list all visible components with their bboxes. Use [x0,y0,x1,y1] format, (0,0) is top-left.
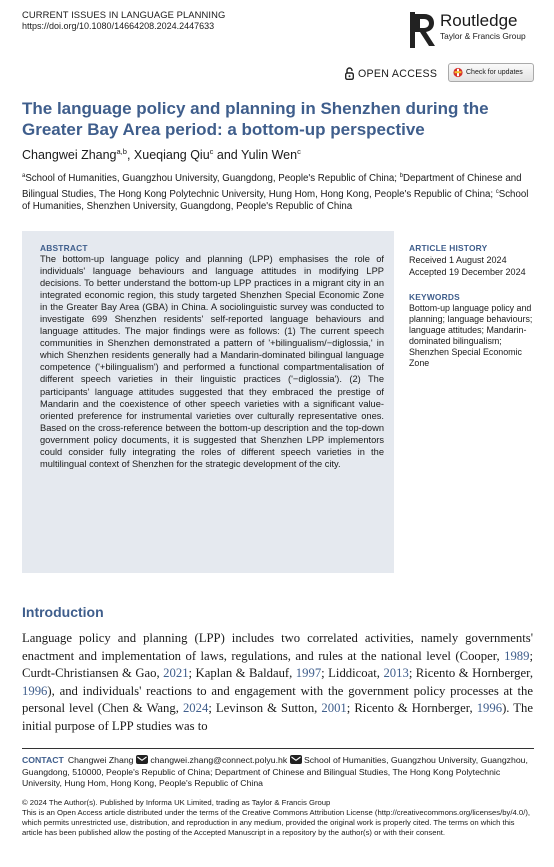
article-title: The language policy and planning in Shenzhen during the Greater Bay Area period: a bottom-up perspective [22,99,489,139]
open-lock-icon [345,67,354,80]
affiliation-text: School of Humanities, Shenzhen University, Guangdong, People's Republic of China [22,188,529,213]
crossmark-icon [453,67,463,78]
contact-label: CONTACT [22,755,64,765]
publisher-name: Routledge [440,11,518,30]
footer-divider [22,748,534,749]
author-list: Changwei Zhang$^{a,b}$, Xueqiang Qiu$^c$ and Yulin Wen$^c$ [22,147,301,163]
paragraph-text: Language policy and planning (LPP) includes two correlated activities, namely governments' enactment and implementation of laws, regulations, and rules at the national level (Cooper, [22,631,533,663]
author-affiliation-mark: a,b [116,147,127,156]
citation-link[interactable]: 1996 [476,701,503,716]
citation-link[interactable]: 2021 [163,666,189,681]
keywords-heading: KEYWORDS [409,292,460,302]
author-name[interactable]: Yulin Wen [241,148,298,163]
affiliation-text: Department of Chinese and Bilingual Studies, The Hong Kong Polytechnic University, Hung Hom, Hong Kong, People's Republic of China; [22,173,522,200]
envelope-icon [136,755,148,764]
introduction-paragraph [22,630,533,736]
copyright-block [22,798,534,838]
citation-link[interactable]: 2001 [321,701,347,716]
paragraph-text: ; Levinson & Sutton, [208,701,322,716]
contact-email[interactable]: changwei.zhang@connect.polyu.hk [150,755,288,765]
check-for-updates-button[interactable] [448,63,534,82]
author-affiliation-mark: c [209,147,214,156]
paragraph-text: ; Ricento & Hornberger, [346,701,477,716]
doi-link[interactable]: https://doi.org/10.1080/14664208.2024.2447633 [22,21,215,31]
open-access-badge [345,67,437,80]
section-heading-introduction: Introduction [22,604,104,620]
citation-link[interactable]: 1997 [295,666,322,681]
open-access-label: OPEN ACCESS [358,67,438,80]
paragraph-text: ; Curdt-Christiansen & Gao, [22,648,533,681]
routledge-logo-icon [410,12,436,48]
article-history [409,254,526,278]
license-text: This is an Open Access article distributed under the terms of the Creative Commons Attribution License (http://creativecommons.org/licenses/by/4.0/), which permits unrestricted use, distribution, and reproduction in any medium, provided the original work is properly cited. The terms on which this article has been published allow the posting of the Accepted Manuscript in a repository by the author(s) or with their consent. [22,807,531,837]
paragraph-text: ; Liddicoat, [321,666,384,681]
citation-link[interactable]: 2024 [182,701,209,716]
paragraph-text: ), and individuals' reactions to and engagement with the government policy processes at the personal level (Chen & Wang, [22,683,533,716]
author-conjunction: and [216,148,238,163]
contact-block [22,755,534,790]
citation-link[interactable]: 1989 [504,648,530,663]
affiliation-mark: b [399,173,404,179]
received-date: Received 1 August 2024 [409,255,507,265]
journal-name: CURRENT ISSUES IN LANGUAGE PLANNING [22,9,226,20]
article-history-heading: ARTICLE HISTORY [409,243,488,253]
contact-name: Changwei Zhang [67,755,134,765]
envelope-icon [290,755,302,764]
publisher-subname: Taylor & Francis Group [440,31,526,41]
citation-link[interactable]: 1996 [22,683,48,698]
paragraph-text: ; Ricento & Hornberger, [408,666,533,681]
accepted-date: Accepted 19 December 2024 [409,267,526,277]
abstract-heading: ABSTRACT [40,243,88,253]
author-name[interactable]: Xueqiang Qiu [133,148,210,163]
contact-address: School of Humanities, Guangzhou University, Guangzhou, Guangdong, 510000, People's Republic of China; Department of Chinese and Bilingual Studies, The Hong Kong Polytechnic University, Hung Hom, Hong Kong, People's Republic of China [22,755,528,789]
affiliation-mark: a [22,173,26,179]
copyright-line: © 2024 The Author(s). Published by Informa UK Limited, trading as Taylor & Francis Group [22,798,331,807]
check-for-updates-label: Check for updates [466,69,523,76]
author-name[interactable]: Changwei Zhang [22,148,117,163]
affiliation-mark: c [495,188,499,195]
abstract-text: The bottom-up language policy and planning (LPP) emphasises the role of individuals' language behaviours and language attitudes in modifying LPP decisions. To better understand the bottom-up LPP practices in a migrant city in an integrated economic region, this study targeted Shenzhen Special Economic Zone in the Greater Bay Area (GBA) in China. A sociolinguistic survey was conducted to investigate 699 Shenzhen residents' self-reported language behaviours and language attitudes. The major findings were as follows: (1) The current speech communities in Shenzhen demonstrated a pattern of '+bilingualism/−diglossia,' in which Shenzhen residents generally had a Mandarin-dominated bilingual language competence ('+bilingualism') and performed a functional compartmentalisation of different speech varieties in their linguistic practices ('−diglossia'). (2) The participants' language attitudes suggested that they embraced the prestige of Mandarin and the coexistence of other speech varieties with a significant value-oriented preference for instrumental varieties over culturally representative ones. Based on the cross-reference between the bottom-up description and the top-down government policy documents, it is suggested that Shenzhen LPP implementors could consider fully integrating the roles of different speech varieties in the multilingual context of Shenzhen for the strategic development of the city. [40,254,384,469]
affiliation-text: School of Humanities, Guangzhou University, Guangdong, People's Republic of China; [25,173,400,185]
keywords-list: Bottom-up language policy and planning; language behaviours; language attitudes; Mandarin-dominated bilingualism; Shenzhen Special Economic Zone [409,303,533,368]
affiliations [22,170,534,214]
citation-link[interactable]: 2013 [383,666,409,681]
author-affiliation-mark: c [297,147,301,156]
paragraph-text: ; Kaplan & Baldauf, [188,666,296,681]
paragraph-text: ). The initial purpose of LPP studies was to [22,701,533,733]
publisher-logo[interactable] [410,12,526,48]
